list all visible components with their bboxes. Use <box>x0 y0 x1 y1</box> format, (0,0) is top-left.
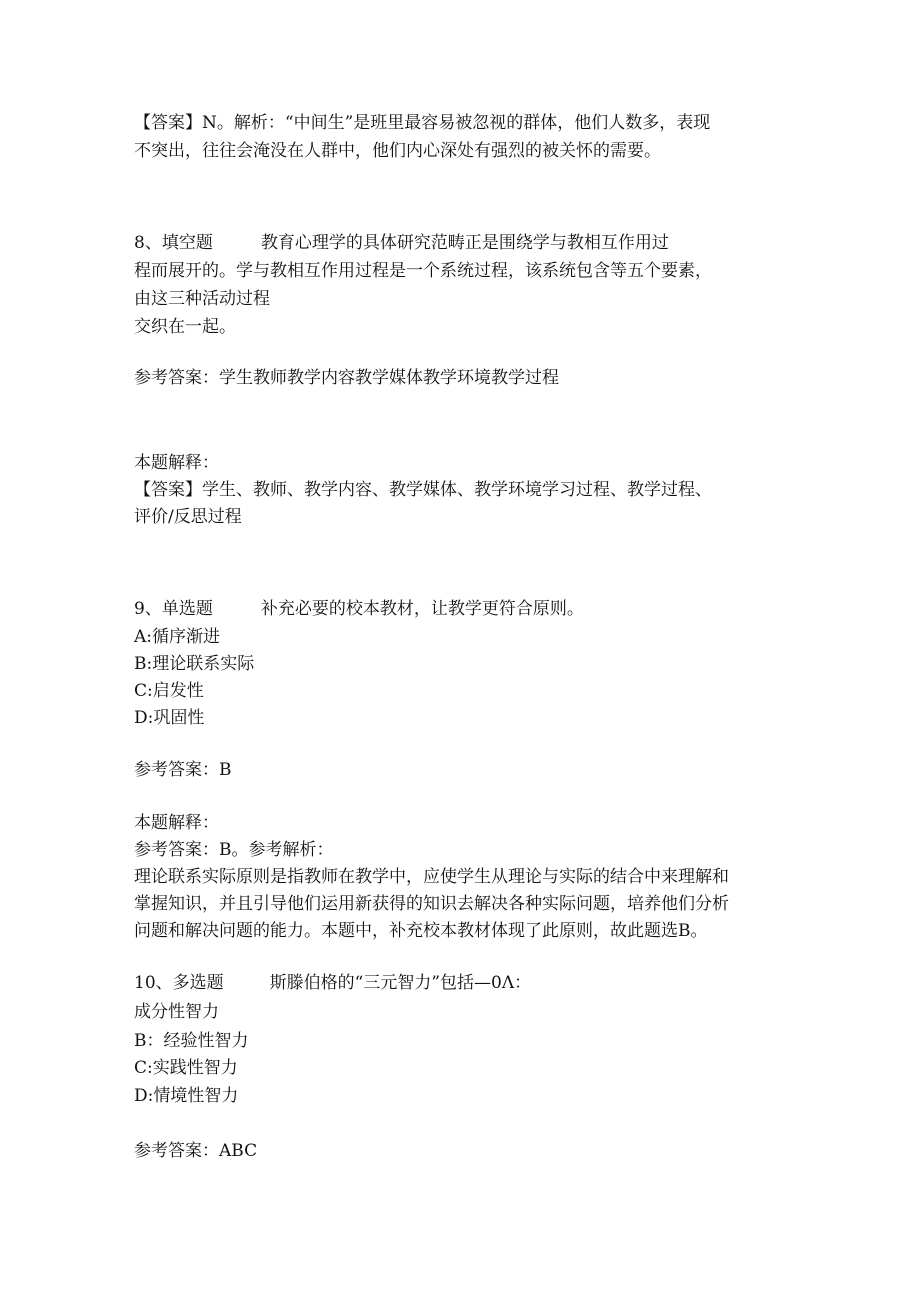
q9-option-d: D:巩固性 <box>134 708 205 728</box>
q10-header <box>134 971 531 995</box>
q7-answer-line-1: 【答案】N。解析：“中间生”是班里最容易被忽视的群体，他们人数多，表现 <box>134 113 711 133</box>
q8-explanation-title: 本题解释： <box>134 453 219 473</box>
q10-stem: 斯滕伯格的“三元智力”包括—0Λ： <box>269 973 532 993</box>
q10-option-b: B：经验性智力 <box>134 1031 249 1051</box>
q8-stem-line-3: 由这三种活动过程 <box>134 289 270 309</box>
q10-option-d: D:情境性智力 <box>134 1086 239 1106</box>
q9-reference-answer: 参考答案：B <box>134 760 232 780</box>
q10-option-c: C:实践性智力 <box>134 1058 238 1078</box>
q9-stem: 补充必要的校本教材，让教学更符合原则。 <box>260 599 584 619</box>
q9-explanation-line-2: 理论联系实际原则是指教师在教学中，应使学生从理论与实际的结合中来理解和 <box>134 867 729 887</box>
q8-stem-line-1: 教育心理学的具体研究范畴正是围绕学与教相互作用过 <box>260 233 669 253</box>
q8-type-label: 8、填空题 <box>134 233 213 253</box>
q8-stem-line-4: 交织在一起。 <box>134 317 236 337</box>
q9-type-label: 9、单选题 <box>134 599 213 619</box>
q9-header <box>134 597 584 621</box>
q9-option-c: C:启发性 <box>134 681 204 701</box>
q9-option-a: A:循序渐进 <box>134 627 221 647</box>
q8-explanation-line-1: 【答案】学生、教师、教学内容、教学媒体、教学环境学习过程、教学过程、 <box>134 480 712 500</box>
q8-reference-answer: 参考答案：学生教师教学内容教学媒体教学环境教学过程 <box>134 368 559 388</box>
q10-option-a: 成分性智力 <box>134 1002 219 1022</box>
q9-explanation-line-3: 掌握知识，并且引导他们运用新获得的知识去解决各种实际问题，培养他们分析 <box>134 894 729 914</box>
q9-explanation-title: 本题解释： <box>134 813 219 833</box>
q9-explanation-line-1: 参考答案：B。参考解析： <box>134 840 334 860</box>
q10-reference-answer: 参考答案：ABC <box>134 1141 258 1161</box>
q10-type-label: 10、多选题 <box>134 973 224 993</box>
q8-stem-line-2: 程而展开的。学与教相互作用过程是一个系统过程，该系统包含等五个要素， <box>134 261 712 281</box>
q8-explanation-line-2: 评价/反思过程 <box>134 507 242 527</box>
q7-answer-line-2: 不突出，往往会淹没在人群中，他们内心深处有强烈的被关怀的需要。 <box>134 141 661 161</box>
q9-option-b: B:理论联系实际 <box>134 654 255 674</box>
q9-explanation-line-4: 问题和解决问题的能力。本题中，补充校本教材体现了此原则，故此题选B。 <box>134 921 708 941</box>
q8-header <box>134 231 669 255</box>
